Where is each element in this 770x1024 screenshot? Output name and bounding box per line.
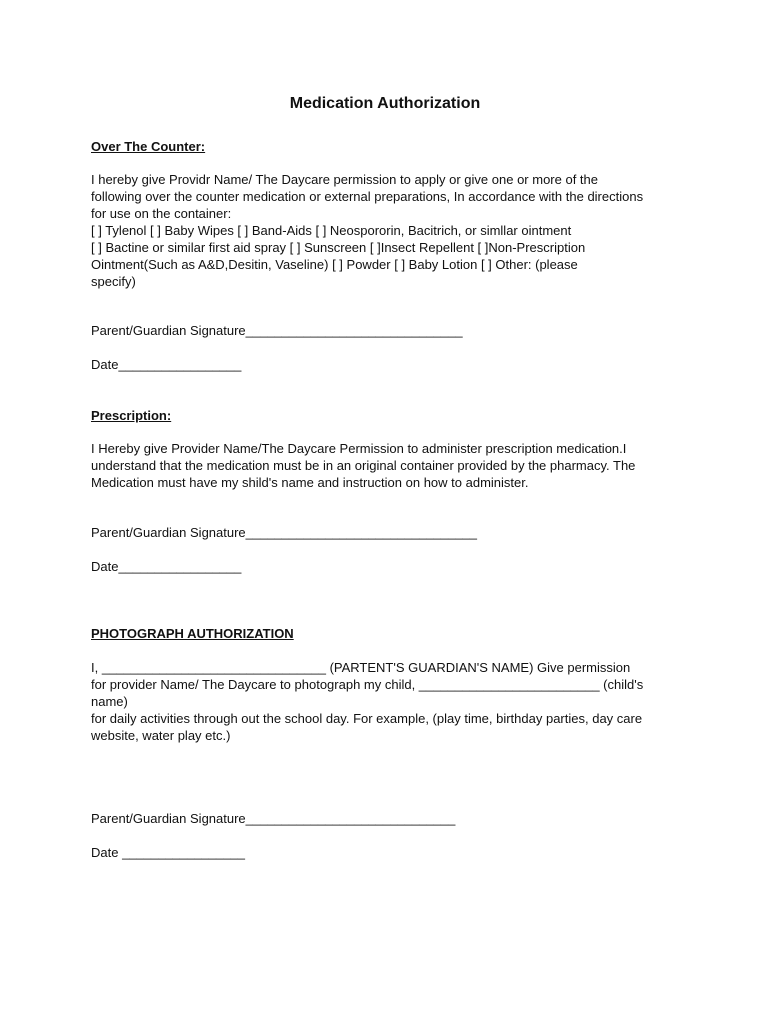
photo-line: website, water play etc.): [91, 728, 231, 743]
otc-date-field: Date_________________: [91, 357, 242, 372]
prescription-paragraph: [91, 440, 691, 491]
photo-line: name): [91, 694, 128, 709]
prescription-signature-field: Parent/Guardian Signature________________________________: [91, 525, 478, 540]
otc-paragraph: [91, 171, 691, 290]
photo-heading: PHOTOGRAPH AUTHORIZATION: [91, 626, 294, 641]
document-title: Medication Authorization: [289, 95, 481, 112]
otc-line: for use on the container:: [91, 206, 232, 221]
otc-line: following over the counter medication or external preparations, In accordance with the directions: [91, 189, 644, 204]
photo-line: for daily activities through out the school day. For example, (play time, birthday parties, day care: [91, 711, 643, 726]
otc-checkbox-line: [ ] Bactine or similar first aid spray [ ] Sunscreen [ ]Insect Repellent [ ]Non-Prescription: [91, 240, 586, 255]
otc-line: I hereby give Providr Name/ The Daycare permission to apply or give one or more of the: [91, 172, 598, 187]
prescription-line: I Hereby give Provider Name/The Daycare Permission to administer prescription medication.I: [91, 441, 627, 456]
otc-checkbox-line: Ointment(Such as A&D,Desitin, Vaseline) [ ] Powder [ ] Baby Lotion [ ] Other: (please: [91, 257, 578, 272]
photo-signature-field: Parent/Guardian Signature_____________________________: [91, 811, 456, 826]
otc-line: specify): [91, 274, 136, 289]
otc-signature-field: Parent/Guardian Signature______________________________: [91, 323, 463, 338]
photo-paragraph: [91, 659, 691, 744]
prescription-heading: Prescription:: [91, 408, 172, 423]
prescription-line: understand that the medication must be in an original container provided by the pharmacy. The: [91, 458, 636, 473]
photo-date-field: Date _________________: [91, 845, 245, 860]
prescription-date-field: Date_________________: [91, 559, 242, 574]
otc-heading: Over The Counter:: [91, 139, 206, 154]
photo-line: I, _______________________________ (PARTENT'S GUARDIAN'S NAME) Give permission: [91, 660, 631, 675]
photo-line: for provider Name/ The Daycare to photograph my child, _________________________ (child's: [91, 677, 644, 692]
otc-checkbox-line: [ ] Tylenol [ ] Baby Wipes [ ] Band-Aids [ ] Neospororin, Bacitrich, or simllar ointment: [91, 223, 572, 238]
prescription-line: Medication must have my shild's name and instruction on how to administer.: [91, 475, 529, 490]
